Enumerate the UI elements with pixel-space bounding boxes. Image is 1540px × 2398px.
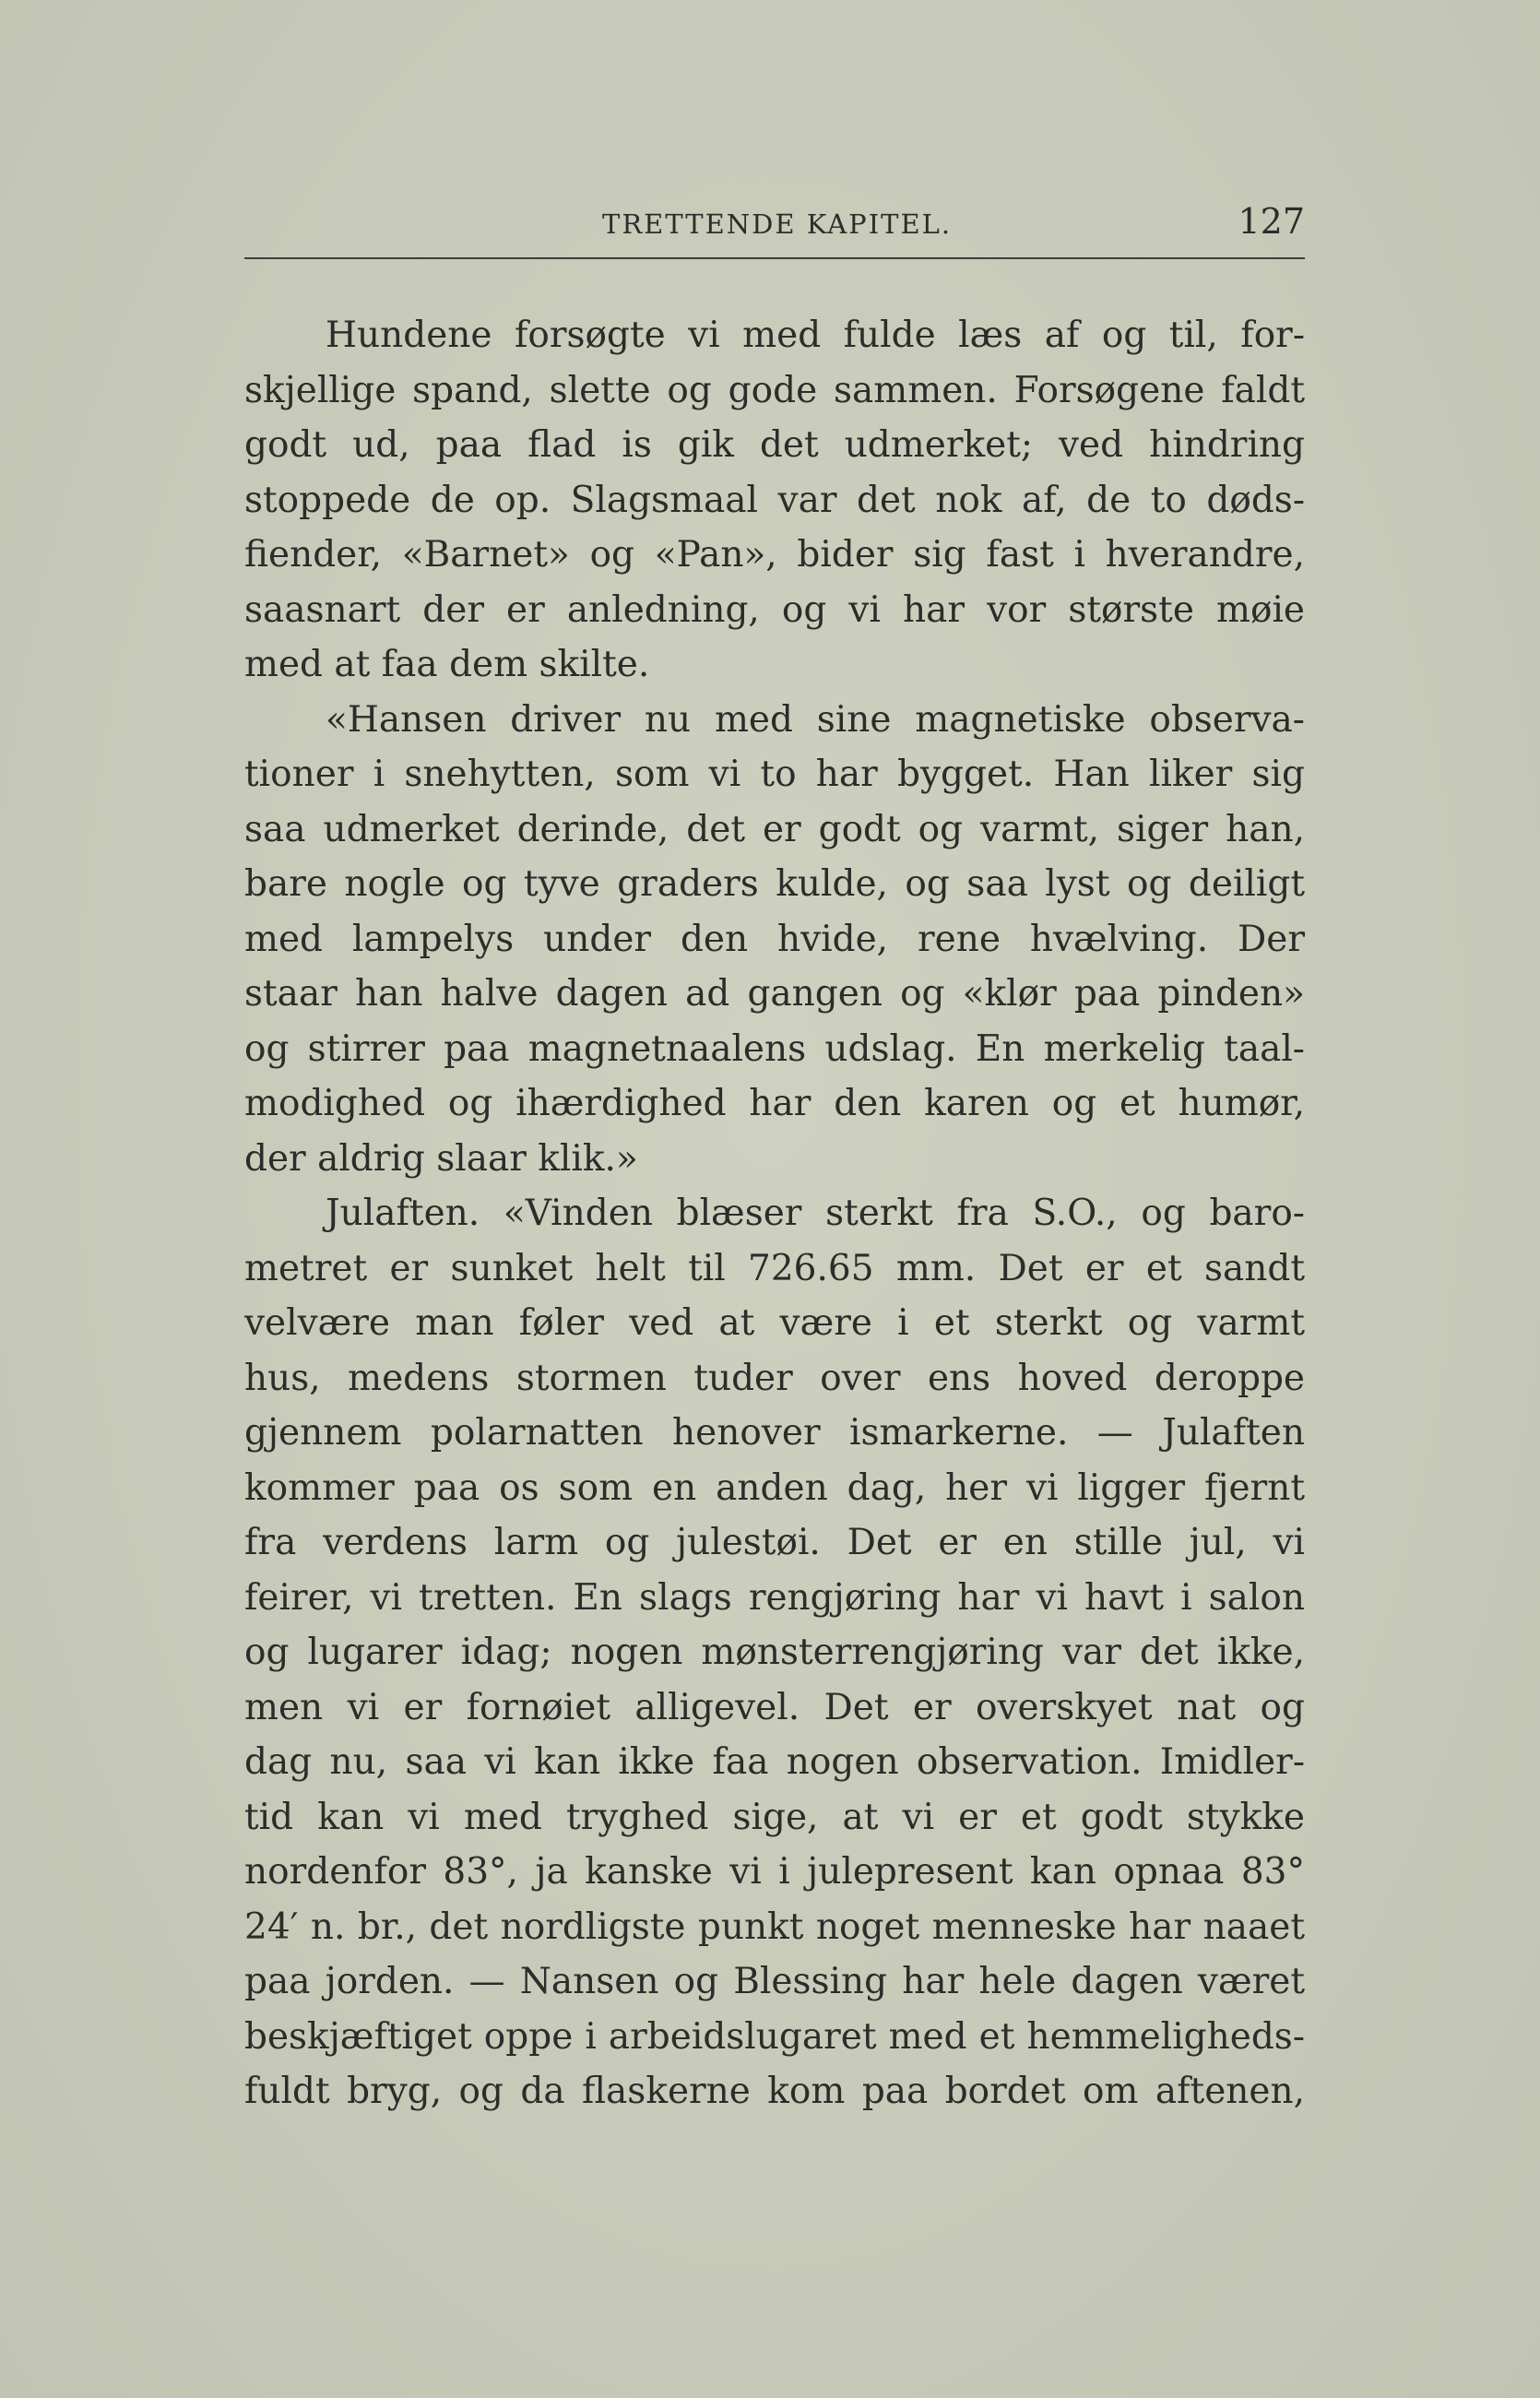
text-line: metret er sunket helt til 726.65 mm. Det er et sandt [244,1247,1305,1289]
text-line: Julaften. «Vinden blæser sterkt fra S.O., og baro- [326,1193,1305,1234]
text-line: fuldt bryg, og da flaskerne kom paa bordet om aftenen, [244,2071,1305,2112]
body-text [244,308,1305,2119]
text-line: med lampelys under den hvide, rene hvælving. Der [244,918,1305,960]
text-line: paa jorden. — Nansen og Blessing har hele dagen været [244,1961,1305,2002]
text-line: feirer, vi tretten. En slags rengjøring har vi havt i salon [244,1576,1305,1619]
chapter-title: TRETTENDE KAPITEL. [602,208,953,240]
header-rule [244,257,1305,259]
text-line: 24′ n. br., det nordligste punkt noget menneske har naaet [244,1905,1305,1948]
text-line: og lugarer idag; nogen mønsterrengjøring var det ikke, [244,1632,1305,1673]
text-line: stoppede de op. Slagsmaal var det nok af, de to døds- [244,479,1305,521]
page-number: 127 [1238,201,1305,242]
text-line: saa udmerket derinde, det er godt og varmt, siger han, [244,808,1305,850]
text-line: kommer paa os som en anden dag, her vi ligger fjernt [244,1466,1305,1509]
text-line: staar han halve dagen ad gangen og «klør paa pinden» [244,973,1305,1015]
text-line: fiender, «Barnet» og «Pan», bider sig fast i hverandre, [244,534,1305,576]
text-line: beskjæftiget oppe i arbeidslugaret med et hemmeligheds- [244,2015,1305,2058]
text-line: hus, medens stormen tuder over ens hoved deroppe [244,1357,1305,1399]
text-line: gjennem polarnatten henover ismarkerne. — Julaften [244,1412,1305,1454]
text-line: dag nu, saa vi kan ikke faa nogen observation. Imidler- [244,1741,1305,1783]
text-line: med at faa dem skilte. [244,644,650,685]
text-line: skjellige spand, slette og gode sammen. Forsøgene faldt [244,369,1305,411]
text-line: fra verdens larm og julestøi. Det er en stille jul, vi [244,1522,1305,1563]
text-line: modighed og ihærdighed har den karen og et humør, [244,1083,1305,1124]
text-line: godt ud, paa flad is gik det udmerket; ved hindring [244,424,1305,466]
text-line: og stirrer paa magnetnaalens udslag. En merkelig taal- [244,1027,1305,1070]
text-line: tioner i snehytten, som vi to har bygget. Han liker sig [244,754,1305,795]
running-head [244,201,1305,256]
text-line: der aldrig slaar klik.» [244,1137,638,1180]
text-line: velvære man føler ved at være i et sterkt og varmt [244,1302,1305,1344]
text-line: tid kan vi med tryghed sige, at vi er et godt stykke [244,1796,1305,1838]
text-line: men vi er fornøiet alligevel. Det er overskyet nat og [244,1686,1305,1728]
text-line: nordenfor 83°, ja kanske vi i julepresent kan opnaa 83° [244,1851,1305,1893]
text-line: saasnart der er anledning, og vi har vor største møie [244,588,1305,631]
text-line: bare nogle og tyve graders kulde, og saa lyst og deiligt [244,863,1305,905]
text-line: Hundene forsøgte vi med fulde læs af og til, for- [326,315,1305,356]
text-line: «Hansen driver nu med sine magnetiske observa- [326,698,1305,741]
